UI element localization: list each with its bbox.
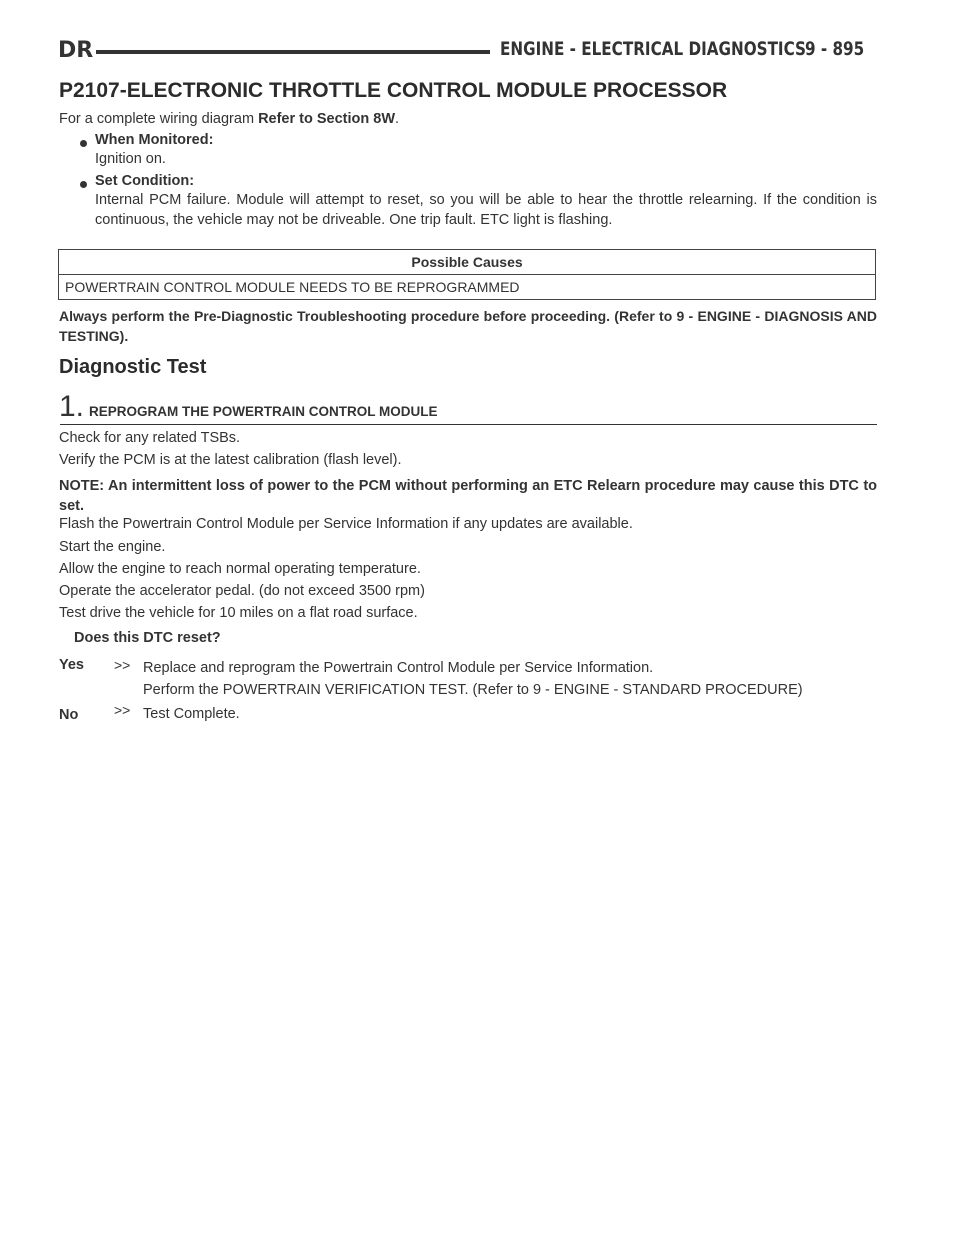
wiring-prefix: For a complete wiring diagram [59, 111, 255, 127]
header-rule [96, 50, 490, 54]
bullet-icon [80, 140, 87, 147]
step-line-4: Start the engine. [59, 539, 166, 555]
header-page-number: 9 - 895 [805, 38, 865, 60]
step-number: 1. [59, 390, 85, 423]
section-title: Diagnostic Test [59, 356, 207, 378]
yes-label: Yes [59, 657, 84, 673]
step-line-3: Flash the Powertrain Control Module per Service Information if any updates are available. [59, 516, 633, 532]
table-header: Possible Causes [59, 250, 875, 275]
step-title: REPROGRAM THE POWERTRAIN CONTROL MODULE [89, 404, 438, 419]
header-title: ENGINE - ELECTRICAL DIAGNOSTICS [500, 38, 806, 60]
no-label: No [59, 707, 79, 723]
step-rule [60, 424, 877, 425]
no-action: Test Complete. [143, 706, 240, 722]
set-condition-text: Internal PCM failure. Module will attempt to reset, so you will be able to hear the throttle relearning. If the condition is continuous, the vehicle may not be driveable. One trip fault. ETC light is flashing. [95, 192, 877, 228]
yes-action-2: Perform the POWERTRAIN VERIFICATION TEST. (Refer to 9 - ENGINE - STANDARD PROCEDURE) [143, 682, 803, 698]
step-line-2: Verify the PCM is at the latest calibration (flash level). [59, 452, 402, 468]
step-line-6: Operate the accelerator pedal. (do not exceed 3500 rpm) [59, 583, 425, 599]
wiring-link[interactable]: Refer to Section 8W [258, 111, 396, 127]
bullet-icon [80, 181, 87, 188]
table-row: POWERTRAIN CONTROL MODULE NEEDS TO BE REPROGRAMMED [65, 279, 520, 295]
no-arrow-icon: >> [114, 702, 131, 718]
step-line-7: Test drive the vehicle for 10 miles on a flat road surface. [59, 605, 418, 621]
step-note: NOTE: An intermittent loss of power to the PCM without performing an ETC Relearn procedure may cause this DTC to set. [59, 478, 877, 514]
step-line-1: Check for any related TSBs. [59, 430, 241, 446]
set-condition-label: Set Condition: [95, 173, 195, 189]
wiring-suffix: . [395, 111, 400, 127]
monitored-label: When Monitored: [95, 132, 214, 148]
step-line-5: Allow the engine to reach normal operating temperature. [59, 561, 421, 577]
wiring-reference [59, 111, 399, 127]
yes-action-1: Replace and reprogram the Powertrain Control Module per Service Information. [143, 660, 654, 676]
yes-arrow-icon: >> [114, 657, 131, 673]
header-section-code: DR [58, 38, 94, 63]
possible-causes-table [58, 249, 876, 300]
page-title: P2107-ELECTRONIC THROTTLE CONTROL MODULE PROCESSOR [59, 79, 728, 102]
monitored-text: Ignition on. [95, 151, 166, 167]
pre-diagnostic-note: Always perform the Pre-Diagnostic Troubleshooting procedure before proceeding. (Refer to 9 - ENGINE - DIAGNOSIS AND TESTING). [59, 308, 877, 344]
decision-question: Does this DTC reset? [74, 630, 221, 646]
